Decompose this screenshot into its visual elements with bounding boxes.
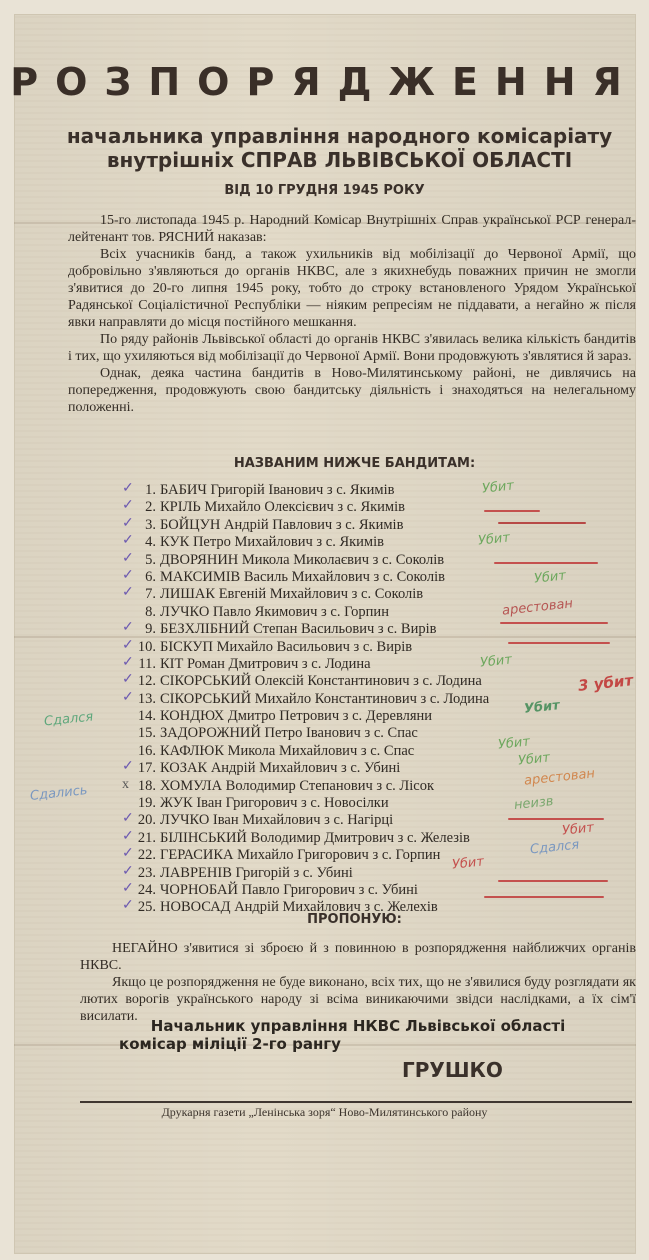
handwritten-note: Убит — [497, 734, 531, 753]
intro-text — [68, 212, 636, 416]
document-subtitle — [40, 124, 639, 172]
item-number: 21. — [137, 829, 156, 846]
item-text: КОНДЮХ Дмитро Петрович з с. Деревляни — [160, 708, 433, 725]
item-text: КІТ Роман Дмитрович з с. Лодина — [160, 655, 371, 672]
handwritten-strike — [484, 896, 604, 898]
signature-title: Начальник управління НКВС Львівської області — [150, 1017, 566, 1035]
handwritten-note: неизв — [513, 793, 555, 814]
check-mark-icon: ✓ — [122, 567, 134, 583]
list-item — [122, 481, 630, 499]
propose-heading: ПРОПОНУЮ: — [307, 912, 402, 927]
item-number: 12. — [137, 673, 156, 690]
handwritten-strike — [508, 642, 610, 644]
item-number: 19. — [137, 795, 156, 812]
item-number: 2. — [145, 499, 156, 516]
item-number: 16. — [137, 742, 156, 759]
item-number: 24. — [137, 881, 156, 898]
list-item — [130, 795, 630, 812]
list-item — [122, 672, 630, 690]
handwritten-note: Убит — [451, 854, 485, 873]
item-text: ЧОРНОБАЙ Павло Григорович з с. Убині — [160, 881, 418, 898]
handwritten-note: Убит — [561, 820, 595, 839]
item-number: 17. — [137, 760, 156, 777]
handwritten-note: Убит — [477, 530, 511, 549]
handwritten-note: Убит — [479, 652, 513, 671]
handwritten-note: Сдался — [529, 837, 580, 858]
check-mark-icon: ✓ — [122, 846, 134, 862]
item-text: НОВОСАД Андрій Михайлович з с. Желехів — [160, 899, 438, 916]
signature-name: ГРУШКО — [402, 1058, 503, 1082]
item-text: СІКОРСЬКИЙ Олексій Константинович з с. Лодина — [160, 673, 482, 690]
list-item — [122, 533, 630, 551]
list-item — [122, 550, 630, 569]
item-number: 6. — [145, 568, 156, 585]
paragraph: Однак, деяка частина бандитів в Ново-Милятинському районі, не дивлячись на попередження, продовжують свою бандитську діяльність і знаходяться на нелегальному положенні. — [68, 366, 636, 415]
item-number: 1. — [145, 482, 156, 498]
paragraph: 15-го листопада 1945 р. Народний Комісар Внутрішніх Справ української РСР генерал-лейтенант тов. РЯСНИЙ наказав: — [68, 213, 636, 245]
handwritten-note: арестован — [523, 766, 596, 789]
item-number: 11. — [138, 655, 156, 672]
document-date: ВІД 10 ГРУДНЯ 1945 РОКУ — [224, 183, 425, 198]
item-text: ХОМУЛА Володимир Степанович з с. Лісок — [160, 777, 435, 794]
printer-footer: Друкарня газети „Ленінська зоря“ Ново-Милятинського району — [161, 1105, 488, 1119]
item-number: 20. — [137, 812, 156, 829]
check-mark-icon: ✓ — [122, 585, 134, 601]
list-item — [122, 515, 630, 534]
item-text: КАФЛЮК Микола Михайлович з с. Спас — [160, 742, 415, 759]
item-text: БОЙЦУН Андрій Павлович з с. Якимів — [160, 516, 404, 533]
item-number: 9. — [145, 621, 156, 638]
item-number: 3. — [145, 516, 156, 533]
handwritten-note: 3 убит — [577, 671, 634, 695]
item-number: 13. — [137, 690, 156, 707]
item-number: 7. — [145, 586, 156, 603]
handwritten-strike — [500, 622, 608, 624]
item-text: КРІЛЬ Михайло Олексієвич з с. Якимів — [160, 499, 405, 516]
check-mark-icon: ✓ — [122, 498, 134, 514]
paragraph: Якщо це розпорядження не буде виконано, всіх тих, що не з'явилися буду розглядати як лютих ворогів українського народу зі всіма виникаючими звідси наслідками, а їх сім'ї висилати. — [80, 975, 636, 1024]
item-number: 23. — [137, 864, 156, 881]
list-item — [122, 654, 630, 673]
item-text: ДВОРЯНИН Микола Миколаєвич з с. Соколів — [160, 551, 445, 568]
list-item — [122, 811, 630, 829]
check-mark-icon: ✓ — [122, 811, 134, 827]
list-item — [122, 498, 630, 516]
handwritten-note: Сдался — [43, 709, 94, 730]
item-text: КОЗАК Андрій Михайлович з с. Убині — [160, 760, 401, 777]
item-text: ЛУЧКО Іван Михайлович з с. Нагірці — [160, 812, 394, 829]
check-mark-icon: ✓ — [122, 880, 134, 896]
handwritten-strike — [494, 562, 598, 564]
subtitle-line: внутрішніх СПРАВ ЛЬВІВСЬКОЇ ОБЛАСТІ — [106, 148, 573, 172]
item-number: 8. — [145, 603, 156, 620]
item-text: ЛАВРЕНІВ Григорій з с. Убині — [160, 864, 353, 881]
paragraph: Всіх учасників банд, а також ухильників від мобілізації до Червоної Армії, що добровільно з'являються до органів НКВС, але з якихнебудь поважних причин не змогли з'явитися до 20-го липня 1945 року, тобто до строку встановленого Урядом Української Радянської Соціалістичної Республіки — ніяким репресіям не піддавати, а негайно ж після явки направляти до місця постійного мешкання. — [68, 247, 636, 330]
item-text: ЛИШАК Евгеній Михайлович з с. Соколів — [160, 586, 424, 603]
subtitle-line: начальника управління народного комісаріату — [66, 124, 613, 148]
item-number: 18. — [137, 777, 156, 794]
check-mark-icon: ✓ — [122, 759, 134, 775]
check-mark-icon: ✓ — [122, 620, 134, 636]
handwritten-note: Сдались — [29, 783, 89, 804]
item-text: ГЕРАСИКА Михайло Григорович з с. Горпин — [160, 847, 441, 864]
paragraph: По ряду районів Львівської області до органів НКВС з'явилась велика кількість бандитів і тих, що ухиляються від мобілізації до Червоної Армії. Вони продовжують з'являтися й зараз. — [68, 332, 636, 364]
footer-divider — [80, 1101, 632, 1103]
item-text: ЗАДОРОЖНИЙ Петро Іванович з с. Спас — [160, 725, 418, 742]
handwritten-strike — [484, 510, 540, 512]
signature-rank: комісар міліції 2-го рангу — [119, 1035, 341, 1053]
item-text: БІСКУП Михайло Васильович з с. Вирів — [160, 638, 413, 655]
document-title: РОЗПОРЯДЖЕННЯ — [10, 60, 639, 104]
check-mark-icon: ✓ — [122, 828, 134, 844]
handwritten-strike — [498, 522, 586, 524]
check-mark-icon: ✓ — [122, 533, 134, 549]
handwritten-note: арестован — [501, 596, 574, 619]
item-number: 4. — [145, 534, 156, 551]
item-text: БАБИЧ Григорій Іванович з с. Якимів — [160, 482, 395, 498]
paragraph: НЕГАЙНО з'явитися зі зброєю й з повинною в розпорядження найближчих органів НКВС. — [80, 941, 636, 973]
item-text: ЖУК Іван Григорович з с. Новосілки — [160, 795, 389, 812]
item-text: МАКСИМІВ Василь Михайлович з с. Соколів — [160, 568, 445, 585]
check-mark-icon: ✓ — [122, 898, 134, 914]
list-item — [130, 743, 630, 760]
check-mark-icon: ✓ — [122, 637, 134, 653]
handwritten-note: Убит — [517, 750, 551, 769]
item-number: 14. — [137, 708, 156, 725]
check-mark-icon: ✓ — [122, 481, 134, 496]
item-number: 15. — [137, 725, 156, 742]
list-item — [130, 725, 630, 742]
item-number: 25. — [137, 899, 156, 916]
item-text: БЕЗХЛІБНИЙ Степан Васильович з с. Вирів — [160, 621, 437, 638]
check-mark-icon: ✓ — [122, 863, 134, 879]
handwritten-note: Убит — [533, 568, 567, 587]
check-mark-icon: ✓ — [122, 515, 134, 531]
item-text: КУК Петро Михайлович з с. Якимів — [160, 534, 384, 551]
item-number: 22. — [137, 847, 156, 864]
item-text: БІЛІНСЬКИЙ Володимир Дмитрович з с. Железів — [160, 829, 470, 846]
item-text: СІКОРСЬКИЙ Михайло Константинович з с. Лодина — [160, 690, 490, 707]
list-heading: НАЗВАНИМ НИЖЧЕ БАНДИТАМ: — [233, 456, 476, 471]
check-mark-icon: ✓ — [122, 689, 134, 705]
item-number: 5. — [145, 551, 156, 568]
handwritten-strike — [498, 880, 608, 882]
item-text: ЛУЧКО Павло Якимович з с. Горпин — [160, 603, 389, 620]
check-mark-icon: ✓ — [122, 550, 134, 566]
check-mark-icon: ✓ — [122, 654, 134, 670]
handwritten-note: Убит — [481, 478, 515, 497]
item-number: 10. — [137, 638, 156, 655]
closing-text — [80, 940, 636, 1025]
cross-mark-icon: x — [122, 776, 129, 792]
check-mark-icon: ✓ — [122, 672, 134, 688]
handwritten-note: Убит — [523, 698, 561, 717]
